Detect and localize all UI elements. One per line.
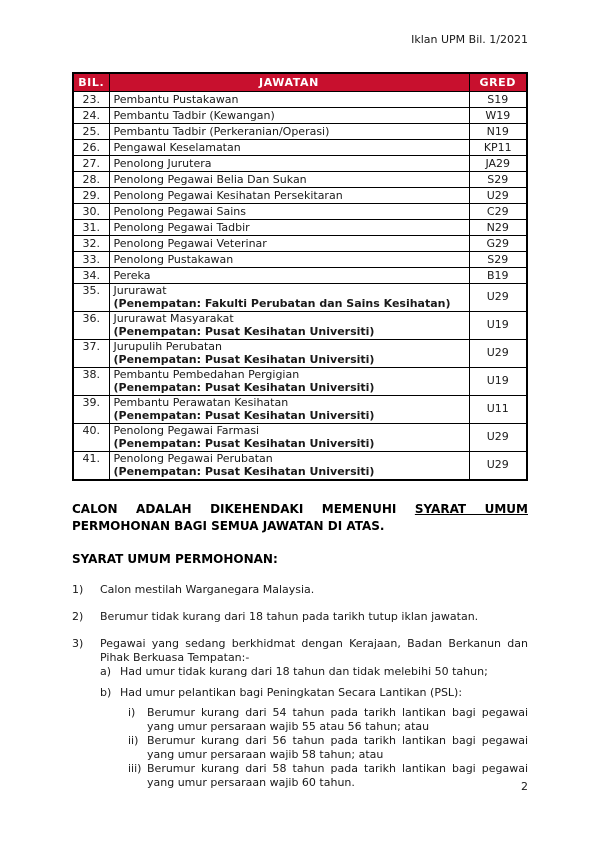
notice-underline: SYARAT UMUM <box>414 502 528 516</box>
roman-item-text: Berumur kurang dari 58 tahun pada tarikh lantikan bagi pegawai yang umur persaraan wajib 60 tahun. <box>147 762 528 789</box>
document-reference: Iklan UPM Bil. 1/2021 <box>411 33 528 46</box>
cell-jawatan <box>109 284 469 312</box>
jawatan-title: Penolong Pegawai Perubatan <box>113 452 273 465</box>
cell-bil: 28. <box>73 172 109 188</box>
cell-gred: U29 <box>469 284 527 312</box>
jawatan-penempatan: (Penempatan: Pusat Kesihatan Universiti) <box>113 352 375 366</box>
cell-bil: 39. <box>73 396 109 424</box>
roman-item-label: i) <box>128 706 136 719</box>
col-header-bil: BIL. <box>73 73 109 92</box>
roman-item-i <box>128 706 528 734</box>
sub-item-a <box>100 665 528 679</box>
cell-bil: 29. <box>73 188 109 204</box>
cell-gred: U19 <box>469 368 527 396</box>
list-item-text: Pegawai yang sedang berkhidmat dengan Kerajaan, Badan Berkanun dan Pihak Berkuasa Tempatan:- <box>100 637 528 664</box>
table-row <box>73 140 527 156</box>
table-row <box>73 312 527 340</box>
list-item-label: 1) <box>72 583 84 596</box>
cell-bil: 32. <box>73 236 109 252</box>
section-heading: SYARAT UMUM PERMOHONAN: <box>72 552 278 566</box>
sub-item-label: a) <box>100 665 112 678</box>
table-row <box>73 124 527 140</box>
roman-item-text: Berumur kurang dari 56 tahun pada tarikh lantikan bagi pegawai yang umur persaraan wajib 58 tahun; atau <box>147 734 528 761</box>
roman-item-text: Berumur kurang dari 54 tahun pada tarikh lantikan bagi pegawai yang umur persaraan wajib 55 atau 56 tahun; atau <box>147 706 528 733</box>
table-row <box>73 172 527 188</box>
roman-item-label: ii) <box>128 734 139 747</box>
cell-bil: 31. <box>73 220 109 236</box>
cell-bil: 24. <box>73 108 109 124</box>
cell-bil: 33. <box>73 252 109 268</box>
jawatan-title: Pembantu Perawatan Kesihatan <box>113 396 289 409</box>
conditions-list <box>72 583 528 790</box>
jawatan-penempatan: (Penempatan: Pusat Kesihatan Universiti) <box>113 408 375 422</box>
notice-text-part1: CALON ADALAH DIKEHENDAKI MEMENUHI <box>72 502 415 516</box>
list-item-text: Berumur tidak kurang dari 18 tahun pada tarikh tutup iklan jawatan. <box>100 610 479 623</box>
cell-bil: 27. <box>73 156 109 172</box>
cell-bil: 38. <box>73 368 109 396</box>
cell-jawatan: Pembantu Tadbir (Kewangan) <box>109 108 469 124</box>
table-row <box>73 396 527 424</box>
cell-gred: N19 <box>469 124 527 140</box>
list-item-text: Calon mestilah Warganegara Malaysia. <box>100 583 315 596</box>
cell-gred: U29 <box>469 452 527 481</box>
table-row <box>73 252 527 268</box>
cell-jawatan: Penolong Pegawai Veterinar <box>109 236 469 252</box>
cell-jawatan <box>109 396 469 424</box>
roman-item-iii <box>128 762 528 790</box>
sub-item-text: Had umur tidak kurang dari 18 tahun dan tidak melebihi 50 tahun; <box>120 665 488 678</box>
cell-jawatan: Pembantu Pustakawan <box>109 92 469 108</box>
list-item-2 <box>72 610 528 624</box>
cell-jawatan <box>109 368 469 396</box>
cell-jawatan <box>109 312 469 340</box>
table-row <box>73 236 527 252</box>
list-item-1 <box>72 583 528 597</box>
cell-bil: 25. <box>73 124 109 140</box>
cell-jawatan: Pereka <box>109 268 469 284</box>
table-row <box>73 268 527 284</box>
sub-item-b <box>100 686 528 700</box>
sub-item-text: Had umur pelantikan bagi Peningkatan Secara Lantikan (PSL): <box>120 686 463 699</box>
jawatan-title: Jururawat Masyarakat <box>113 312 234 325</box>
table-row <box>73 92 527 108</box>
cell-gred: W19 <box>469 108 527 124</box>
cell-jawatan: Penolong Pegawai Belia Dan Sukan <box>109 172 469 188</box>
col-header-jawatan: JAWATAN <box>109 73 469 92</box>
cell-gred: S29 <box>469 172 527 188</box>
cell-jawatan: Penolong Jurutera <box>109 156 469 172</box>
cell-gred: U29 <box>469 340 527 368</box>
cell-bil: 30. <box>73 204 109 220</box>
table-row <box>73 424 527 452</box>
roman-list <box>128 706 528 790</box>
cell-jawatan <box>109 424 469 452</box>
cell-jawatan: Penolong Pustakawan <box>109 252 469 268</box>
cell-bil: 41. <box>73 452 109 481</box>
table-row <box>73 156 527 172</box>
page-number: 2 <box>521 780 528 793</box>
jawatan-title: Pembantu Pembedahan Pergigian <box>113 368 300 381</box>
cell-bil: 35. <box>73 284 109 312</box>
jawatan-title: Jurupulih Perubatan <box>113 340 222 353</box>
cell-gred: JA29 <box>469 156 527 172</box>
jawatan-table <box>72 72 528 481</box>
cell-gred: C29 <box>469 204 527 220</box>
cell-gred: U29 <box>469 424 527 452</box>
table-header-row <box>73 73 527 92</box>
jawatan-penempatan: (Penempatan: Pusat Kesihatan Universiti) <box>113 464 375 478</box>
cell-jawatan: Pembantu Tadbir (Perkeranian/Operasi) <box>109 124 469 140</box>
notice-text-part2: PERMOHONAN BAGI SEMUA JAWATAN DI ATAS. <box>72 519 385 533</box>
cell-gred: KP11 <box>469 140 527 156</box>
jawatan-penempatan: (Penempatan: Pusat Kesihatan Universiti) <box>113 380 375 394</box>
cell-jawatan: Penolong Pegawai Kesihatan Persekitaran <box>109 188 469 204</box>
jawatan-penempatan: (Penempatan: Pusat Kesihatan Universiti) <box>113 324 375 338</box>
cell-bil: 40. <box>73 424 109 452</box>
list-item-label: 3) <box>72 637 84 650</box>
list-item-3 <box>72 637 528 790</box>
cell-gred: N29 <box>469 220 527 236</box>
jawatan-penempatan: (Penempatan: Fakulti Perubatan dan Sains Kesihatan) <box>113 296 451 310</box>
cell-gred: S29 <box>469 252 527 268</box>
jawatan-title: Jururawat <box>113 284 167 297</box>
table-row <box>73 188 527 204</box>
cell-gred: U19 <box>469 312 527 340</box>
col-header-gred: GRED <box>469 73 527 92</box>
table-row <box>73 204 527 220</box>
cell-jawatan <box>109 452 469 481</box>
cell-bil: 23. <box>73 92 109 108</box>
roman-item-label: iii) <box>128 762 142 775</box>
cell-jawatan: Penolong Pegawai Sains <box>109 204 469 220</box>
table-row <box>73 368 527 396</box>
cell-bil: 36. <box>73 312 109 340</box>
cell-bil: 26. <box>73 140 109 156</box>
table-row <box>73 108 527 124</box>
table-row <box>73 340 527 368</box>
cell-jawatan: Penolong Pegawai Tadbir <box>109 220 469 236</box>
notice-paragraph <box>72 501 528 535</box>
roman-item-ii <box>128 734 528 762</box>
list-item-label: 2) <box>72 610 84 623</box>
table-row <box>73 284 527 312</box>
jawatan-title: Penolong Pegawai Farmasi <box>113 424 260 437</box>
cell-gred: G29 <box>469 236 527 252</box>
cell-gred: S19 <box>469 92 527 108</box>
cell-gred: U29 <box>469 188 527 204</box>
table-row <box>73 452 527 481</box>
jawatan-penempatan: (Penempatan: Pusat Kesihatan Universiti) <box>113 436 375 450</box>
cell-gred: U11 <box>469 396 527 424</box>
sub-item-label: b) <box>100 686 112 699</box>
cell-bil: 34. <box>73 268 109 284</box>
table-row <box>73 220 527 236</box>
cell-gred: B19 <box>469 268 527 284</box>
cell-jawatan: Pengawal Keselamatan <box>109 140 469 156</box>
cell-bil: 37. <box>73 340 109 368</box>
cell-jawatan <box>109 340 469 368</box>
